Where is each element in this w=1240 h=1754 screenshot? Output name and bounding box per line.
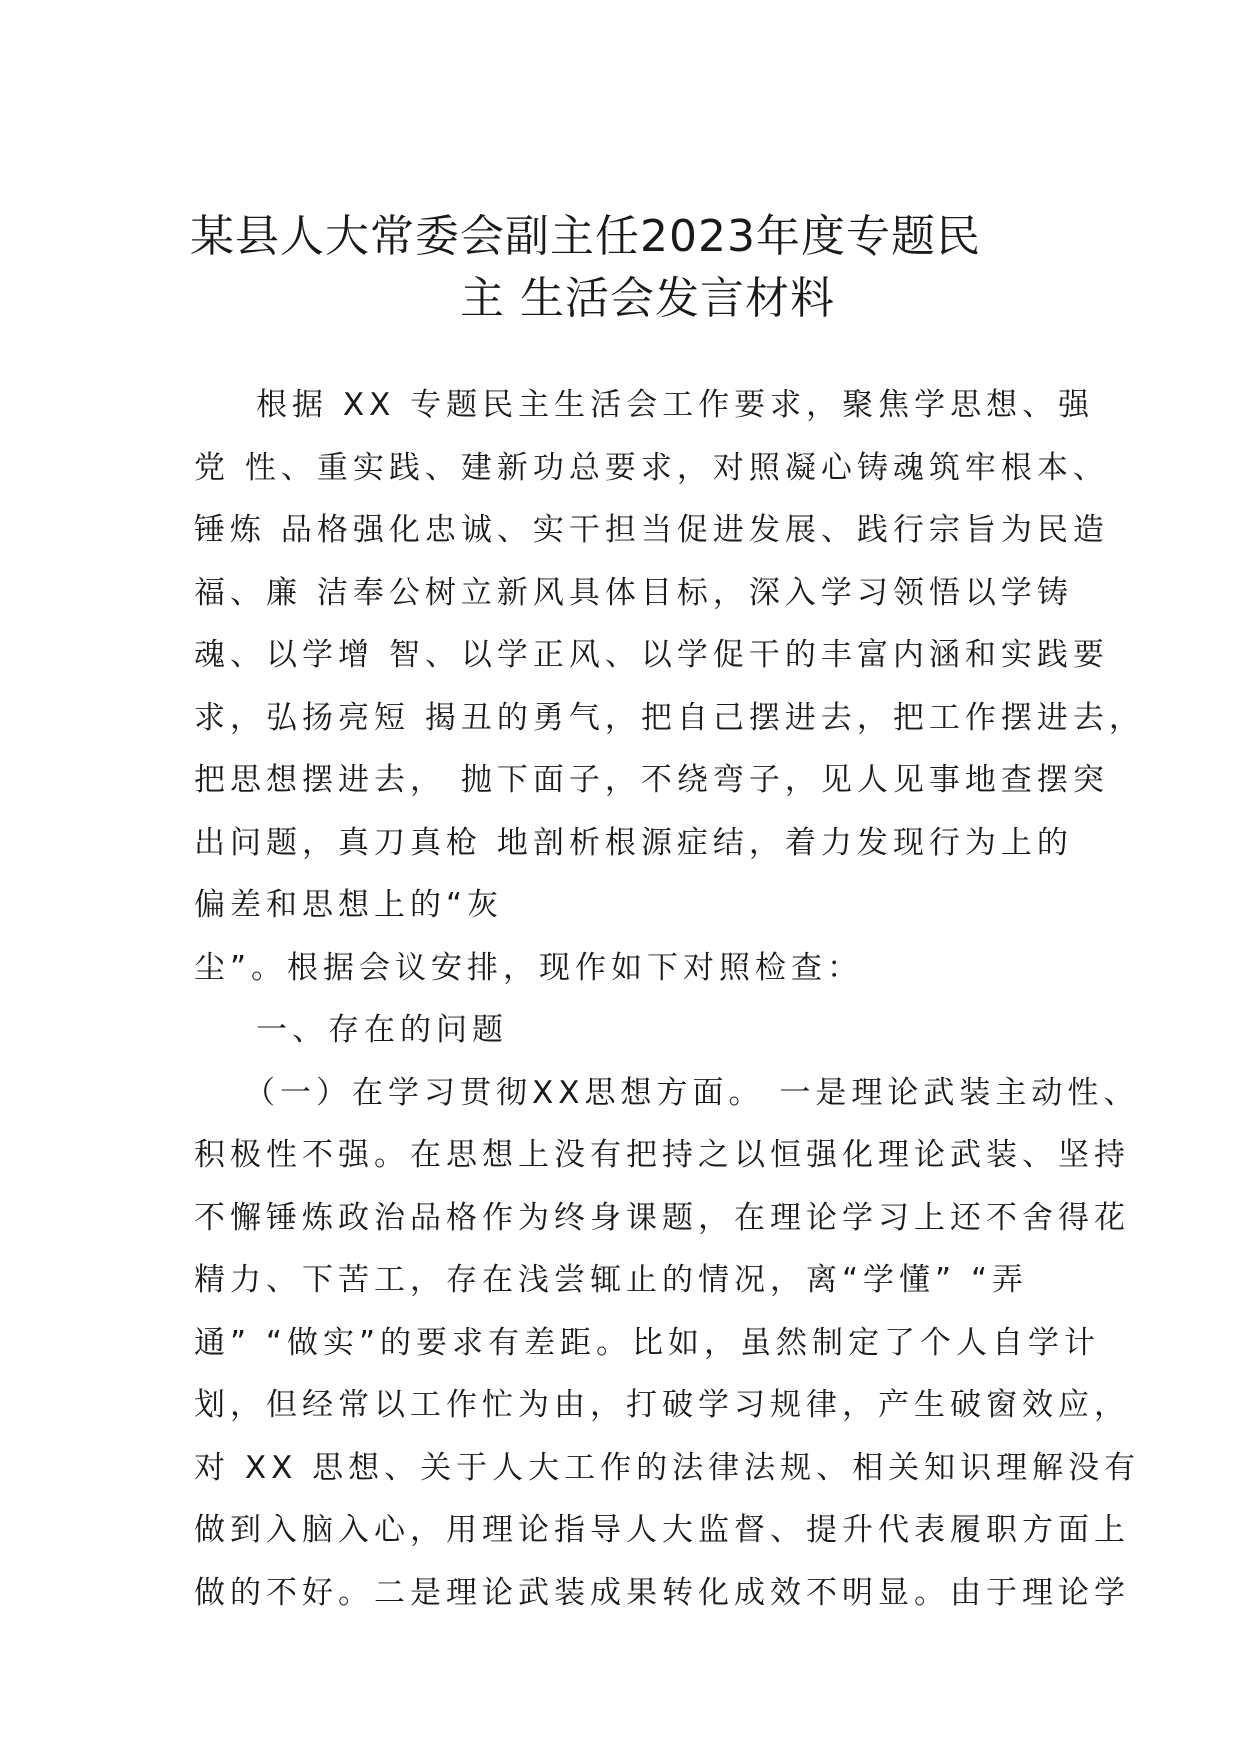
- body-line: 做的不好。二是理论武装成果转化成效不明显。由于理论学: [194, 1574, 1130, 1611]
- body-line: 划，但经常以工作忙为由，打破学习规律，产生破窗效应，: [194, 1387, 1130, 1423]
- body-line: 积极性不强。在思想上没有把持之以恒强化理论武装、坚持: [194, 1137, 1130, 1173]
- body-line: 魂、以学增 智、以学正风、以学促干的丰富内涵和实践要: [194, 637, 1109, 673]
- body-line: 党 性、重实践、建新功总要求，对照凝心铸魂筑牢根本、: [194, 449, 1109, 486]
- body-line: 不懈锤炼政治品格作为终身课题，在理论学习上还不舍得花: [194, 1199, 1130, 1236]
- body-line: 做到入脑入心，用理论指导人大监督、提升代表履职方面上: [194, 1512, 1130, 1548]
- document-title: [150, 206, 1090, 330]
- subsection-line: （一）在学习贯彻XX思想方面。 一是理论武装主动性、: [244, 1074, 1140, 1111]
- body-line: 通” “做实”的要求有差距。比如，虽然制定了个人自学计: [194, 1324, 1101, 1361]
- body-line: 锤炼 品格强化忠诚、实干担当促进发展、践行宗旨为民造: [194, 512, 1109, 548]
- body-line: 精力、下苦工，存在浅尝辄止的情况，离“学懂” “弄: [194, 1262, 1029, 1298]
- body-line: 对 XX 思想、关于人大工作的法律法规、相关知识理解没有: [194, 1449, 1141, 1486]
- body-line: 尘”。根据会议安排，现作如下对照检查：: [194, 949, 864, 986]
- body-line: 把思想摆进去， 抛下面子，不绕弯子，见人见事地查摆突: [194, 762, 1109, 798]
- body-line: 偏差和思想上的“灰: [194, 887, 504, 923]
- section-heading: 一、存在的问题: [256, 1012, 508, 1048]
- title-line-2: 主 生活会发言材料: [460, 273, 835, 324]
- body-line: 出问题，真刀真枪 地剖析根源症结，着力发现行为上的: [194, 824, 1073, 861]
- title-line-1: 某县人大常委会副主任2023年度专题民: [190, 211, 981, 262]
- body-line: 求，弘扬亮短 揭丑的勇气，把自己摆进去，把工作摆进去，: [194, 699, 1145, 736]
- document-body: [194, 374, 1145, 1624]
- body-line: 根据 XX 专题民主生活会工作要求，聚焦学思想、强: [256, 387, 1095, 423]
- body-line: 福、廉 洁奉公树立新风具体目标，深入学习领悟以学铸: [194, 574, 1073, 611]
